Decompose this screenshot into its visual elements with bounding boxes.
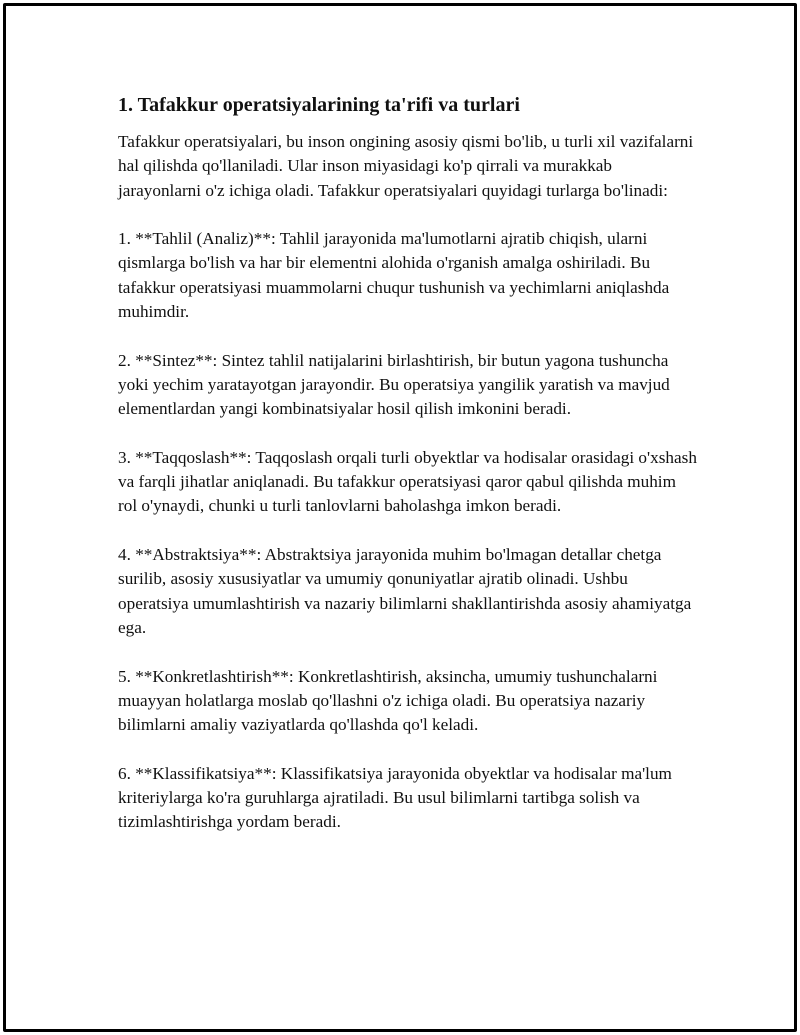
list-item-abstraction: 4. **Abstraktsiya**: Abstraktsiya jarayonida muhim bo'lmagan detallar chetga surilib, asosiy xususiyatlar va umumiy qonuniyatlar ajratib olinadi. Ushbu operatsiya umumlashtirish va nazariy bilimlarni shakllantirishda asosiy ahamiyatga ega.: [118, 545, 692, 637]
list-item-analysis: 1. **Tahlil (Analiz)**: Tahlil jarayonida ma'lumotlarni ajratib chiqish, ularni qismlarga bo'lish va har bir elementni alohida o'rganish amalga oshiriladi. Bu tafakkur operatsiyasi muammolarni chuqur tushunish va yechimlarni aniqlashda muhimdir.: [118, 229, 670, 322]
intro-paragraph: Tafakkur operatsiyalari, bu inson ongining asosiy qismi bo'lib, u turli xil vazifalarni hal qilishda qo'llaniladi. Ular inson miyasidagi ko'p qirrali va murakkab jarayonlarni o'z ichiga oladi. Tafakkur operatsiyalari quyidagi turlarga bo'linadi:: [118, 132, 694, 200]
list-item-classification: 6. **Klassifikatsiya**: Klassifikatsiya jarayonida obyektlar va hodisalar ma'lum kriteriylarga ko'ra guruhlarga ajratiladi. Bu usul bilimlarni tartibga solish va tizimlashtirishga yordam beradi.: [118, 763, 672, 832]
document-title: 1. Tafakkur operatsiyalarining ta'rifi va turlari: [118, 94, 520, 116]
list-item-synthesis: 2. **Sintez**: Sintez tahlil natijalarini birlashtirish, bir butun yagona tushuncha yoki yechim yaratayotgan jarayondir. Bu operatsiya yangilik yaratish va mavjud elementlardan yangi kombinatsiyalar hosil qilish imkonini beradi.: [118, 350, 670, 419]
list-item-concretization: 5. **Konkretlashtirish**: Konkretlashtirish, aksincha, umumiy tushunchalarni muayyan holatlarga moslab qo'llashni o'z ichiga oladi. Bu operatsiya nazariy bilimlarni amaliy vaziyatlarda qo'llashda qo'l keladi.: [118, 666, 658, 735]
list-item-comparison: 3. **Taqqoslash**: Taqqoslash orqali turli obyektlar va hodisalar orasidagi o'xshash va farqli jihatlar aniqlanadi. Bu tafakkur operatsiyasi qaror qabul qilishda muhim rol o'ynaydi, chunki u turli tanlovlarni baholashga imkon beradi.: [118, 447, 697, 516]
document-body: [118, 92, 698, 859]
